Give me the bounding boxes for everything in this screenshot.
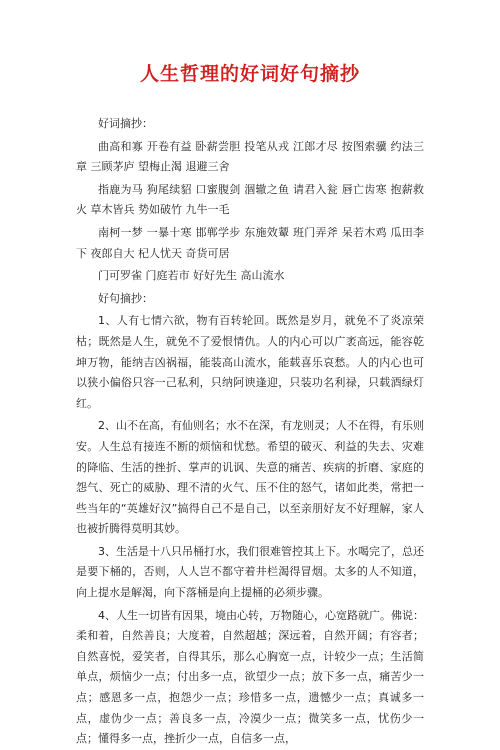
good-words-line: 指鹿为马 狗尾续貂 口蜜腹剑 涸辙之鱼 请君入瓮 唇亡齿寒 抱薪救火 草木皆兵 势如破竹 九牛一毛: [76, 182, 424, 217]
good-words-line: 曲高和寡 开卷有益 卧薪尝胆 投笔从戎 江郎才尽 按图索骥 约法三章 三顾茅庐 望梅止渴 退避三舍: [76, 139, 424, 174]
sentence-paragraph: 4、人生一切皆有因果，境由心转，万物随心，心宽路就广。佛说：柔和着，自然善良；大度着，自然超越；深远着，自然开阔；有容者；自然喜悦，爱笑者，自得其乐，那么心胸宽一点，计较少一点；生活简单点，烦恼少一点；付出多一点，欲望少一点；放下多一点，痛苦少一点；感恩多一点，抱怨少一点；珍惜多一点，遗憾少一点；真诚多一点，虚伪少一点；善良多一点，冷漠少一点；微笑多一点，忧伤少一点；懂得多一点，挫折少一点，自信多一点，: [76, 608, 424, 746]
sentence-paragraph: 1、人有七情六欲，物有百转轮回。既然是岁月，就免不了炎凉荣枯；既然是人生，就免不了爱恨情仇。人的内心可以广袤高远，能容乾坤万物，能纳吉凶祸福，能装高山流水，能载喜乐哀愁。人的内心也可以狭小偏俗只容一己私利，只纳阿谀逢迎，只装功名利禄，只载酒绿灯红。: [76, 314, 424, 410]
good-words-line: 南柯一梦 一暴十寒 邯郸学步 东施效颦 班门弄斧 呆若木鸡 瓜田李下 夜郎自大 杞人忧天 奇货可居: [76, 225, 424, 260]
good-words-line: 门可罗雀 门庭若市 好好先生 高山流水: [98, 269, 285, 283]
good-sentences-heading: 好句摘抄：: [98, 291, 153, 305]
good-words-heading: 好词摘抄：: [98, 117, 153, 130]
sentence-paragraph: 2、山不在高，有仙则名；水不在深，有龙则灵；人不在得，有乐则安。人生总有接连不断的烦恼和忧愁。希望的破灭、利益的失去、灾难的降临、生活的挫折、掌声的讥讽、失意的痛苦、疾病的折磨、家庭的怨气、死亡的威胁、理不清的火气、压不住的怒气，诸如此类，常把一些当年的“英雄好汉”搞得自己不是自己，以至亲朋好友不好理解，家人也被折腾得莫明其妙。: [76, 419, 424, 536]
document-title: 人生哲理的好词好句摘抄: [139, 63, 360, 85]
sentence-paragraph: 3、生活是十八只吊桶打水，我们很难管控其上下。水喝完了，总还是要下桶的，否则，人人岂不都守着井栏渴得冒烟。太多的人不知道，向上提水是解渴，向下落桶是向上提桶的必须步骤。: [76, 544, 424, 600]
